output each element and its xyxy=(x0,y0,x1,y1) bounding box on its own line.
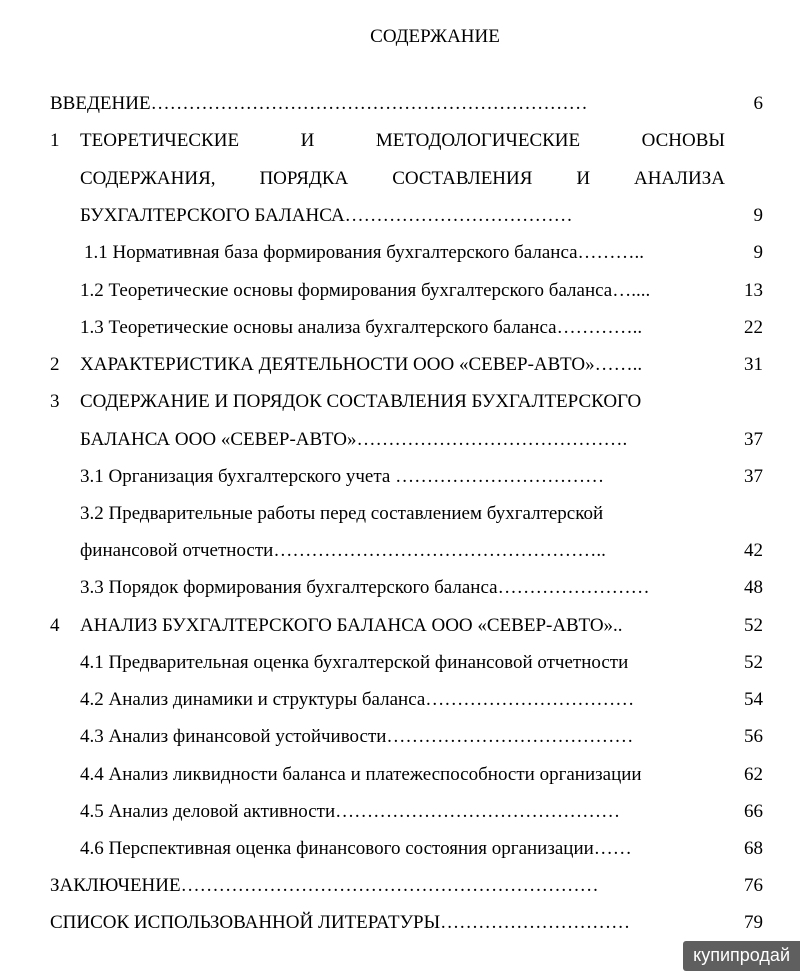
toc-entry-page: 54 xyxy=(744,689,763,710)
toc-section-1-1[interactable] xyxy=(0,241,800,265)
chapter-title-line-2 xyxy=(80,167,725,191)
toc-section-3-1[interactable] xyxy=(0,465,800,489)
toc-chapter-1-cont xyxy=(0,167,800,191)
toc-entry-text: АНАЛИЗ БУХГАЛТЕРСКОГО БАЛАНСА ООО «СЕВЕР-АВТО».. xyxy=(80,615,623,636)
toc-entry-text: ХАРАКТЕРИСТИКА ДЕЯТЕЛЬНОСТИ ООО «СЕВЕР-АВТО»…….. xyxy=(80,354,643,375)
toc-entry-text: 4.1 Предварительная оценка бухгалтерской финансовой отчетности xyxy=(80,652,629,673)
chapter-title-word: И xyxy=(576,168,591,189)
toc-chapter-3[interactable] xyxy=(0,390,800,414)
toc-section-1-3[interactable] xyxy=(0,316,800,340)
chapter-title-word: ТЕОРЕТИЧЕСКИЕ xyxy=(80,130,240,151)
toc-entry-page: 37 xyxy=(744,429,763,450)
toc-chapter-3-end xyxy=(0,428,800,452)
toc-entry-page: 52 xyxy=(744,615,763,636)
chapter-title-word: ПОРЯДКА xyxy=(259,168,349,189)
toc-section-4-3[interactable] xyxy=(0,725,800,749)
chapter-title-line-2: БАЛАНСА ООО «СЕВЕР-АВТО»……………………………………. xyxy=(80,429,628,450)
chapter-title-word: И xyxy=(300,130,315,151)
toc-entry-page: 37 xyxy=(744,466,763,487)
chapter-number: 3 xyxy=(50,391,60,412)
toc-entry-conclusion[interactable] xyxy=(0,874,800,898)
chapter-title-word: АНАЛИЗА xyxy=(633,168,725,189)
toc-section-4-1[interactable] xyxy=(0,651,800,675)
toc-entry-page: 52 xyxy=(744,652,763,673)
toc-entry-text: 4.3 Анализ финансовой устойчивости………………………………… xyxy=(80,726,634,747)
toc-section-4-4[interactable] xyxy=(0,763,800,787)
toc-entry-page: 66 xyxy=(744,801,763,822)
chapter-number: 2 xyxy=(50,354,60,375)
toc-section-3-2[interactable] xyxy=(0,502,800,526)
toc-entry-page: 6 xyxy=(753,93,763,114)
toc-entry-page: 79 xyxy=(744,912,763,933)
chapter-title-word: СОСТАВЛЕНИЯ xyxy=(392,168,533,189)
chapter-title-word: ОСНОВЫ xyxy=(641,130,725,151)
toc-section-3-3[interactable] xyxy=(0,576,800,600)
toc-chapter-1-end xyxy=(0,204,800,228)
toc-entry-text: 3.2 Предварительные работы перед составлением бухгалтерской xyxy=(80,503,604,524)
toc-section-4-5[interactable] xyxy=(0,800,800,824)
watermark-logo: купипродай xyxy=(683,941,800,971)
toc-entry-page: 42 xyxy=(744,540,763,561)
toc-entry-page: 22 xyxy=(744,317,763,338)
toc-entry-references[interactable] xyxy=(0,911,800,935)
toc-chapter-2[interactable] xyxy=(0,353,800,377)
toc-entry-text: 3.1 Организация бухгалтерского учета …………………………… xyxy=(80,466,605,487)
toc-entry-page: 13 xyxy=(744,280,763,301)
toc-entry-text: 4.2 Анализ динамики и структуры баланса…………………………… xyxy=(80,689,635,710)
chapter-title-line-3: БУХГАЛТЕРСКОГО БАЛАНСА……………………………… xyxy=(80,205,573,226)
toc-entry-text: СПИСОК ИСПОЛЬЗОВАННОЙ ЛИТЕРАТУРЫ………………………… xyxy=(50,912,631,933)
toc-section-3-2-end xyxy=(0,539,800,563)
chapter-title-line-1 xyxy=(80,129,725,153)
toc-entry-page: 62 xyxy=(744,764,763,785)
toc-section-4-2[interactable] xyxy=(0,688,800,712)
toc-entry-text: 1.3 Теоретические основы анализа бухгалтерского баланса………….. xyxy=(80,317,643,338)
toc-entry-text: 4.5 Анализ деловой активности……………………………………… xyxy=(80,801,621,822)
toc-entry-text: 4.4 Анализ ликвидности баланса и платежеспособности организации xyxy=(80,764,642,785)
chapter-title-line-1: СОДЕРЖАНИЕ И ПОРЯДОК СОСТАВЛЕНИЯ БУХГАЛТЕРСКОГО xyxy=(80,391,642,412)
toc-entry-text: 1.1 Нормативная база формирования бухгалтерского баланса……….. xyxy=(84,242,645,263)
chapter-title-word: МЕТОДОЛОГИЧЕСКИЕ xyxy=(375,130,581,151)
toc-entry-page: 9 xyxy=(753,242,763,263)
toc-entry-text: 3.3 Порядок формирования бухгалтерского баланса…………………… xyxy=(80,577,650,598)
toc-entry-text: ЗАКЛЮЧЕНИЕ………………………………………………………… xyxy=(50,875,599,896)
chapter-number: 1 xyxy=(50,130,60,151)
toc-entry-intro[interactable] xyxy=(0,92,800,116)
toc-entry-page: 68 xyxy=(744,838,763,859)
toc-chapter-1[interactable] xyxy=(0,129,800,153)
toc-entry-text: финансовой отчетности…………………………………………….. xyxy=(80,540,606,561)
toc-entry-page: 31 xyxy=(744,354,763,375)
toc-entry-text: 4.6 Перспективная оценка финансового состояния организации…… xyxy=(80,838,632,859)
chapter-number: 4 xyxy=(50,615,60,636)
toc-section-4-6[interactable] xyxy=(0,837,800,861)
toc-entry-page: 76 xyxy=(744,875,763,896)
toc-entry-page: 9 xyxy=(753,205,763,226)
toc-chapter-4[interactable] xyxy=(0,614,800,638)
toc-section-1-2[interactable] xyxy=(0,279,800,303)
chapter-title-word: СОДЕРЖАНИЯ, xyxy=(80,168,216,189)
toc-entry-text: ВВЕДЕНИЕ…………………………………………………………… xyxy=(50,93,588,114)
page-title: СОДЕРЖАНИЕ xyxy=(370,26,500,47)
toc-entry-page: 56 xyxy=(744,726,763,747)
toc-entry-page: 48 xyxy=(744,577,763,598)
toc-entry-text: 1.2 Теоретические основы формирования бухгалтерского баланса….... xyxy=(80,280,651,301)
